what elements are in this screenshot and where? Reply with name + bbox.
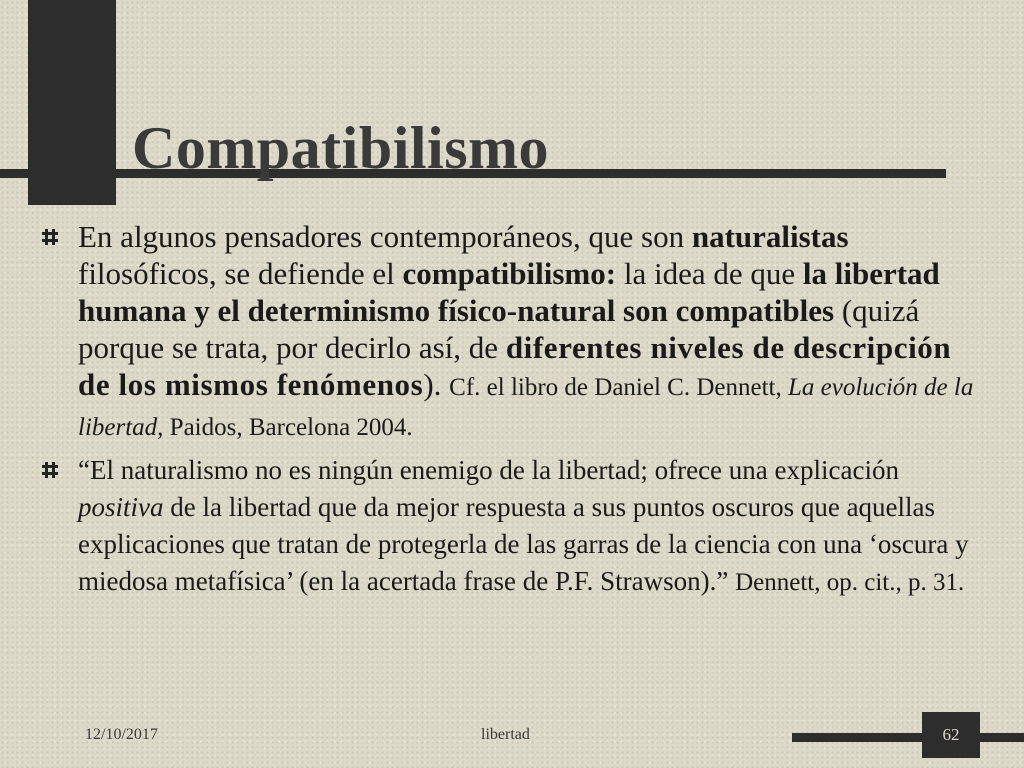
slide-title: Compatibilismo (132, 115, 550, 182)
bullet-text: En algunos pensadores contemporáneos, que son (78, 219, 692, 254)
bullet-text: la idea de que (616, 256, 803, 291)
quote-text: de la libertad que da mejor respuesta a sus puntos oscuros que aquellas explicaciones que tratan de protegerla de las garras de la ciencia con una ‘oscura y miedosa metafísica’ (en la acertada frase de P.F. Strawson).” (78, 492, 969, 596)
bold-term: la libertad humana y el determinismo físico-natural son compatibles (78, 256, 940, 328)
hash-bullet-icon (42, 229, 58, 245)
bullet-text: filosóficos, se defiende el (78, 256, 403, 291)
quote-text: “El naturalismo no es ningún enemigo de la libertad; ofrece una explicación (78, 455, 899, 485)
bold-term: compatibilismo: (402, 256, 617, 291)
emphasis-term: positiva (78, 492, 164, 522)
bullet-item-compatibilismo (42, 218, 977, 446)
bullet-item-quote (42, 452, 977, 601)
bullet-text: ). (423, 367, 450, 402)
footer-date: 12/10/2017 (85, 726, 158, 743)
hash-bullet-icon (42, 462, 58, 478)
slide-body (42, 218, 977, 601)
bold-term: diferentes niveles de descripción de los mismos fenómenos (78, 330, 952, 402)
citation-text: Paidos, Barcelona 2004. (163, 414, 413, 441)
footer-rule (792, 733, 1024, 742)
bullet-text: (quizá porque se trata, por decirlo así, de (78, 293, 920, 365)
bold-term: naturalistas (691, 219, 849, 254)
footer-topic: libertad (481, 726, 530, 743)
citation-title: La evolución de la libertad, (78, 374, 974, 441)
slide-number: 62 (922, 712, 980, 758)
citation-text: Cf. el libro de Daniel C. Dennett, (449, 374, 788, 401)
citation-text: Dennett, op. cit., p. 31. (735, 569, 965, 596)
